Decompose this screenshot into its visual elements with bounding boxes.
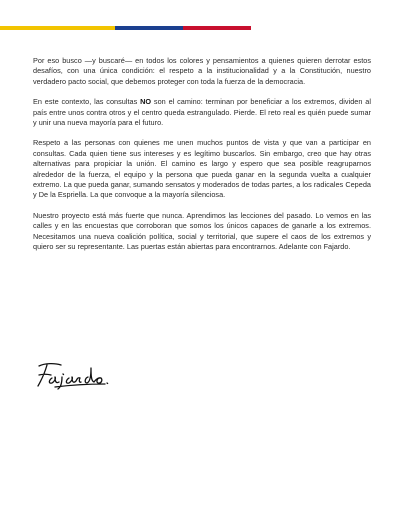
flag-red-stripe bbox=[183, 26, 251, 30]
paragraph-1-text: Por eso busco —y buscaré— en todos los colores y pensamientos a quienes quieren derrotar estos desafíos, con una única condición: el respeto a la institucionalidad y a la Constitución, nuestro verdadero pacto social, que debemos proteger con toda la fuerza de la democracia. bbox=[33, 56, 371, 86]
paragraph-4-text: Nuestro proyecto está más fuerte que nunca. Aprendimos las lecciones del pasado. Lo vemos en las calles y en las encuestas que corroboran que somos los únicos capaces de ganarle a los extremos. Necesitamos una nueva coalición política, social y territorial, que supere el caos de los extremos y quiero ser su representante. Las puertas están abiertas para encontrarnos. Adelante con Fajardo. bbox=[33, 210, 371, 252]
letter-body bbox=[33, 56, 371, 263]
paragraph-2-emphasis: NO bbox=[140, 97, 152, 107]
paragraph-2 bbox=[33, 97, 371, 128]
paragraph-4 bbox=[33, 211, 371, 253]
flag-yellow-stripe bbox=[0, 26, 115, 30]
paragraph-3-text: Respeto a las personas con quienes me unen muchos puntos de vista y que van a participar en consultas. Cada quien tiene sus intereses y es legítimo buscarlos. Sin embargo, creo que hay otras alternativas para propiciar la unión. El camino es largo y espero que sea posible reagruparnos alrededor de la fuerza, el equipo y la persona que pueda ganar en la segunda vuelta a cualquier extremo. La que pueda ganar, sumando sensatos y moderados de todas partes, a los radicales Cepeda y De la Espriella. La que convoque a la mayoría silenciosa. bbox=[33, 138, 371, 200]
paragraph-3 bbox=[33, 138, 371, 200]
flag-blue-stripe bbox=[115, 26, 183, 30]
paragraph-2-text-end: son el camino: terminan por beneficiar a los extremos, dividen al país entre unos contra otros y el centro queda estrangulado. Pierde. El reto real es quién puede sumar y unir una nueva mayoría para el futuro. bbox=[33, 97, 371, 128]
paragraph-2-text-start: En este contexto, las consultas bbox=[33, 97, 141, 107]
flag-color-bar bbox=[0, 26, 410, 30]
signature-image bbox=[33, 360, 113, 390]
paragraph-1 bbox=[33, 56, 371, 87]
